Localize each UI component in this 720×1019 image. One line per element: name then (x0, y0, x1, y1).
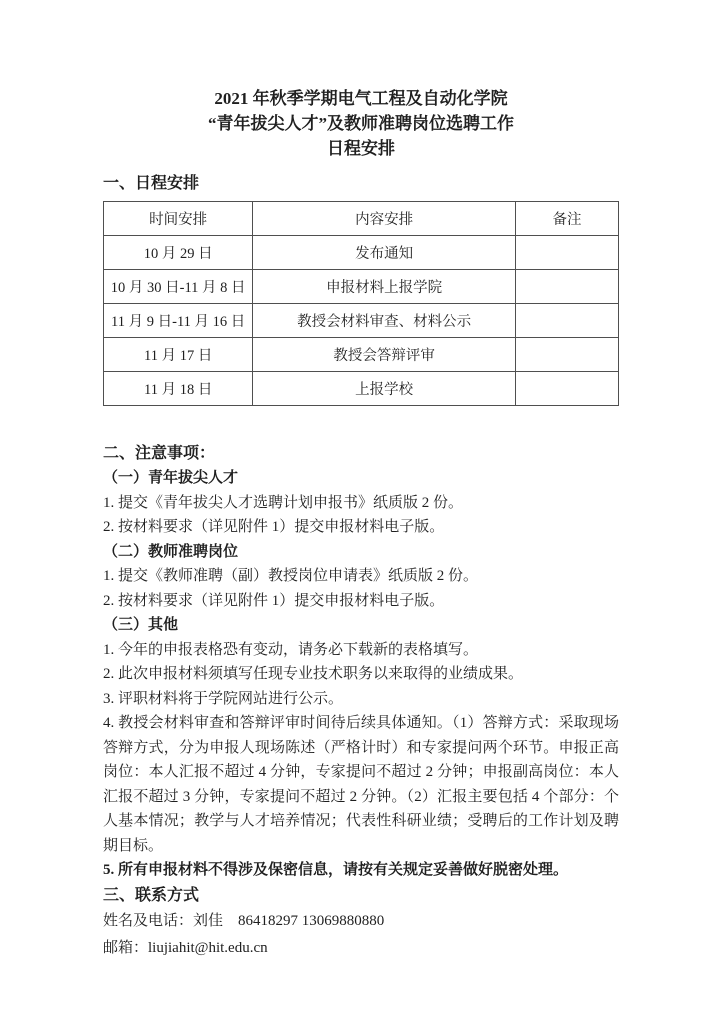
title-line-2: “青年拔尖人才”及教师准聘岗位选聘工作 (208, 114, 514, 133)
cell-content: 教授会答辩评审 (253, 338, 516, 372)
contact-email: 邮箱：liujiahit@hit.edu.cn (103, 939, 268, 956)
note-subheading-other: （三）其他 (103, 617, 179, 633)
section-heading-contact: 三、联系方式 (103, 886, 200, 904)
note-item: 1. 今年的申报表格恐有变动，请务必下载新的表格填写。 (103, 641, 479, 658)
table-row (104, 304, 619, 338)
table-row (104, 270, 619, 304)
cell-note (515, 270, 618, 304)
document-title (103, 86, 619, 161)
table-header-row (104, 202, 619, 236)
section-heading-notes: 二、注意事项： (103, 445, 216, 462)
table-row (104, 236, 619, 270)
cell-time: 10 月 29 日 (104, 236, 253, 270)
note-item: 2. 此次申报材料须填写任现专业技术职务以来取得的业绩成果。 (103, 666, 524, 682)
note-item: 3. 评职材料将于学院网站进行公示。 (103, 690, 344, 707)
note-item: 1. 提交《青年拔尖人才选聘计划申报书》纸质版 2 份。 (103, 494, 464, 511)
note-item-defense-details: 4. 教授会材料审查和答辩评审时间待后续具体通知。（1）答辩方式：采取现场答辩方式，分为申报人现场陈述（严格计时）和专家提问两个环节。申报正高岗位：本人汇报不超过 4 分钟，专家提问不超过 2 分钟；申报副高岗位：本人汇报不超过 3 分钟，专家提问不超过 2 分钟。（2）汇报主要包括 4 个部分：个人基本情况；教学与人才培养情况；代表性科研业绩；受聘后的工作计划及聘期目标。 (103, 715, 619, 854)
cell-time: 11 月 17 日 (104, 338, 253, 372)
title-line-3: 日程安排 (327, 139, 395, 158)
cell-content: 申报材料上报学院 (253, 270, 516, 304)
cell-note (515, 236, 618, 270)
cell-time: 11 月 18 日 (104, 372, 253, 406)
table-row (104, 372, 619, 406)
note-item: 1. 提交《教师准聘（副）教授岗位申请表》纸质版 2 份。 (103, 568, 479, 584)
cell-content: 教授会材料审查、材料公示 (253, 304, 516, 338)
cell-time: 10 月 30 日-11 月 8 日 (104, 270, 253, 304)
section-heading-schedule: 一、日程安排 (103, 175, 200, 192)
note-item-confidentiality: 5. 所有申报材料不得涉及保密信息，请按有关规定妥善做好脱密处理。 (103, 862, 569, 878)
header-cell-content: 内容安排 (253, 202, 516, 236)
note-item: 2. 按材料要求（详见附件 1）提交申报材料电子版。 (103, 592, 445, 609)
cell-note (515, 338, 618, 372)
header-cell-time: 时间安排 (104, 202, 253, 236)
cell-note (515, 304, 618, 338)
cell-content: 上报学校 (253, 372, 516, 406)
note-subheading-teacher: （二）教师准聘岗位 (103, 543, 239, 560)
notes-list (103, 466, 619, 883)
cell-time: 11 月 9 日-11 月 16 日 (104, 304, 253, 338)
contact-name-phone: 姓名及电话：刘佳 86418297 13069880880 (103, 912, 385, 929)
schedule-table (103, 201, 619, 406)
cell-note (515, 372, 618, 406)
table-row (104, 338, 619, 372)
title-line-1: 2021 年秋季学期电气工程及自动化学院 (214, 89, 508, 108)
note-item: 2. 按材料要求（详见附件 1）提交申报材料电子版。 (103, 519, 445, 535)
cell-content: 发布通知 (253, 236, 516, 270)
header-cell-note: 备注 (515, 202, 618, 236)
note-subheading-talent: （一）青年拔尖人才 (103, 470, 239, 486)
